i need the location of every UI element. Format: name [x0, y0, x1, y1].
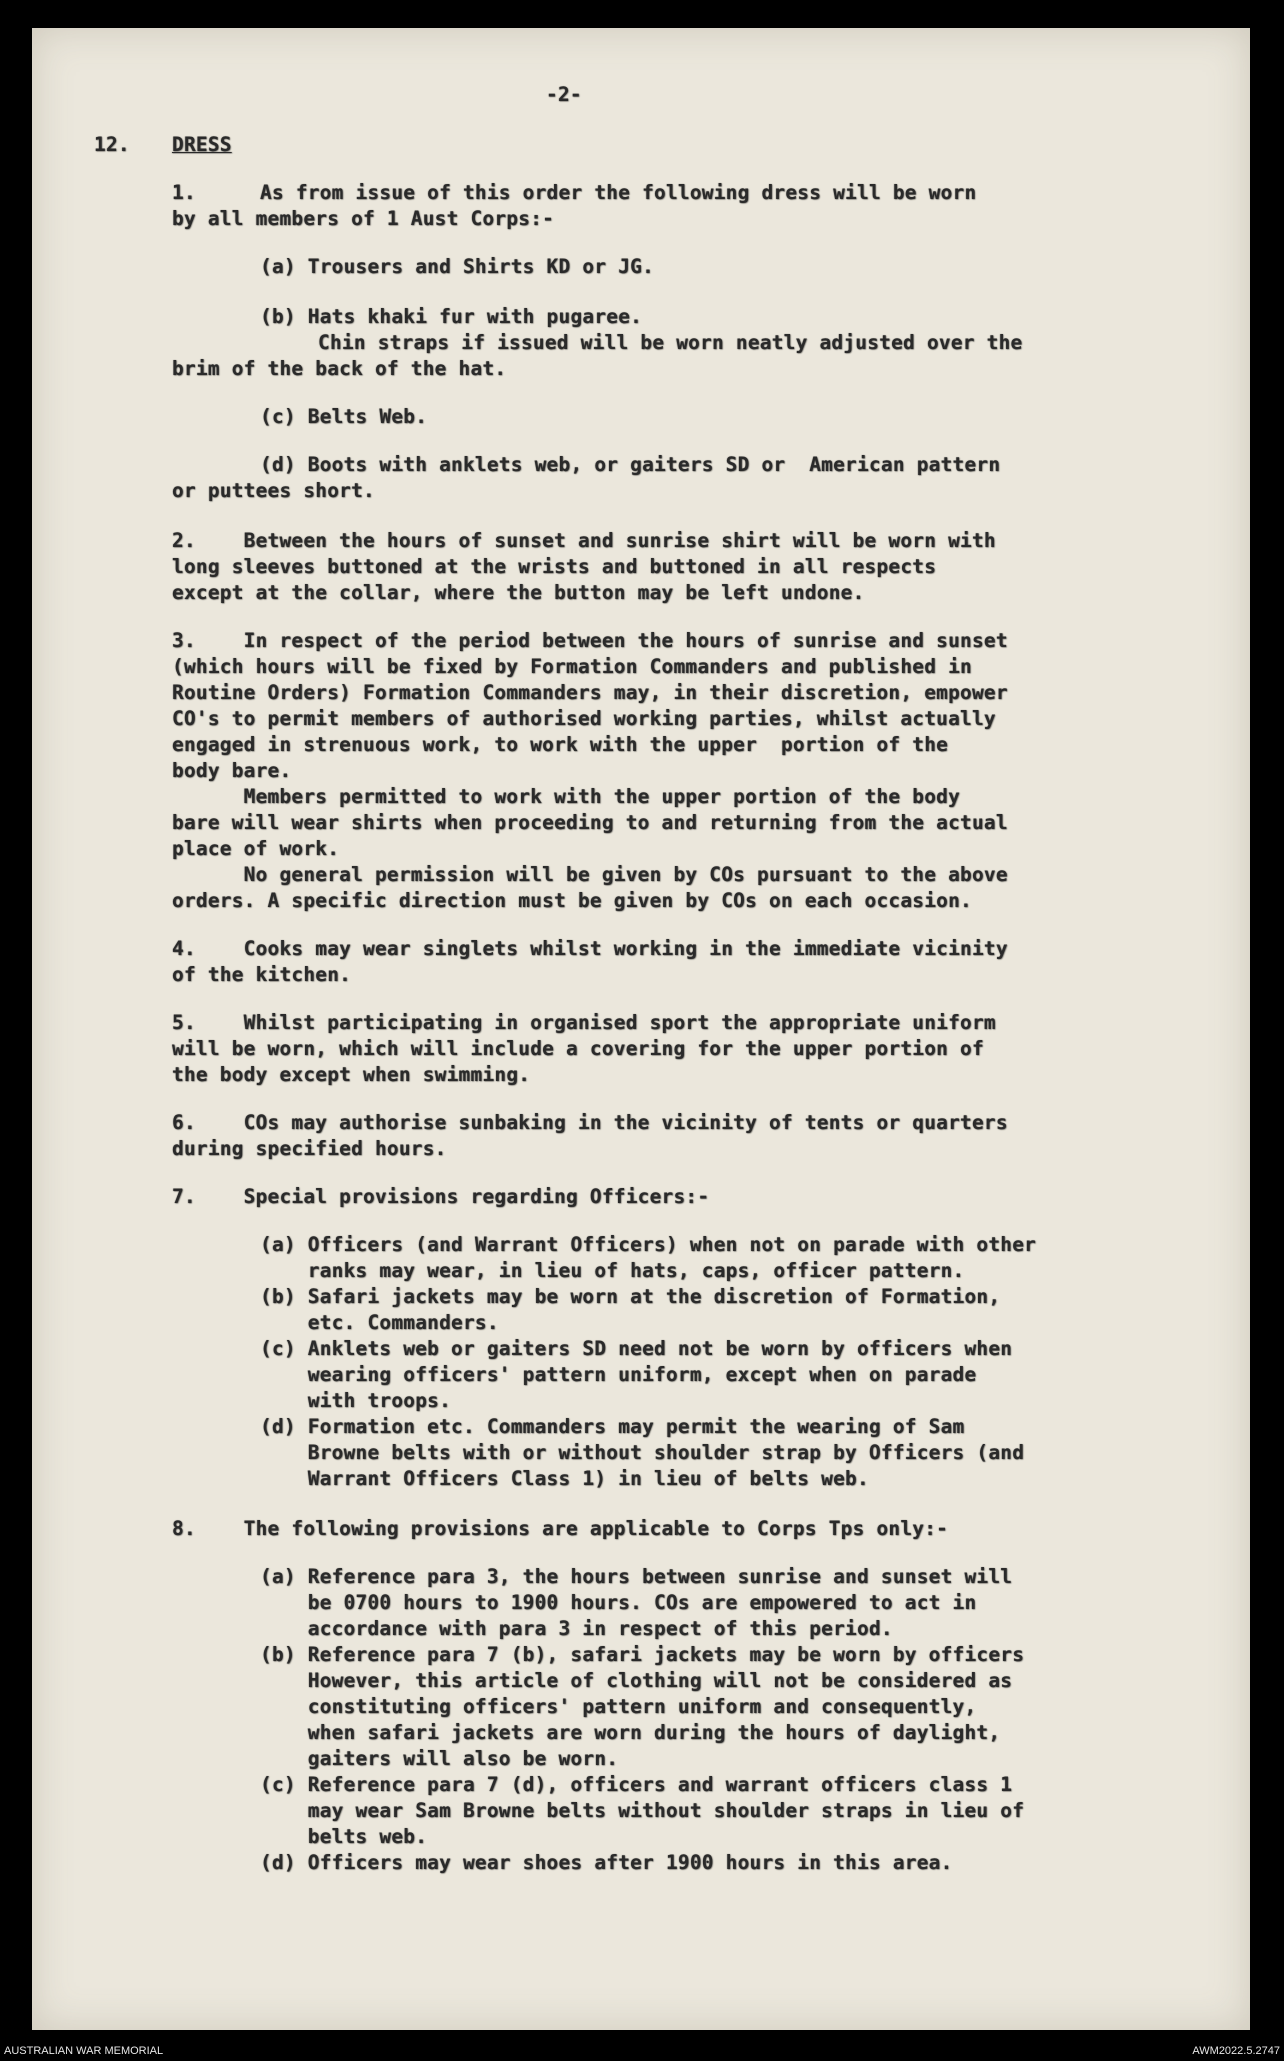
section-number: 12. — [94, 133, 130, 156]
para-3-line-11: orders. A specific direction must be given by COs on each occasion. — [172, 889, 972, 912]
para-8c-line-1: (c) Reference para 7 (d), officers and warrant officers class 1 — [260, 1773, 1013, 1796]
para-1a: (a) Trousers and Shirts KD or JG. — [260, 255, 655, 278]
para-1b-line-2: Chin straps if issued will be worn neatly adjusted over the — [318, 331, 1023, 354]
para-3-line-4: CO's to permit members of authorised working parties, whilst actually — [172, 707, 996, 730]
para-7b-line-2: etc. Commanders. — [260, 1311, 499, 1334]
para-8-line-1: 8. The following provisions are applicable to Corps Tps only:- — [172, 1517, 949, 1540]
para-8b-line-4: when safari jackets are worn during the hours of daylight, — [260, 1721, 1001, 1744]
footer-archive-reference: AWM2022.5.2747 — [1192, 2045, 1280, 2057]
para-3-line-3: Routine Orders) Formation Commanders may, in their discretion, empower — [172, 681, 1008, 704]
para-7b-line-1: (b) Safari jackets may be worn at the discretion of Formation, — [260, 1285, 1001, 1308]
para-5-line-3: the body except when swimming. — [172, 1063, 531, 1086]
para-6-line-1: 6. COs may authorise sunbaking in the vicinity of tents or quarters — [172, 1111, 1008, 1134]
para-5-line-1: 5. Whilst participating in organised sport the appropriate uniform — [172, 1011, 996, 1034]
para-3-line-1: 3. In respect of the period between the hours of sunrise and sunset — [172, 629, 1008, 652]
para-1b-line-3: brim of the back of the hat. — [172, 357, 507, 380]
para-2-line-1: 2. Between the hours of sunset and sunrise shirt will be worn with — [172, 529, 996, 552]
para-6-line-2: during specified hours. — [172, 1137, 447, 1160]
document-page — [32, 28, 1250, 2030]
para-8a-line-1: (a) Reference para 3, the hours between sunrise and sunset will — [260, 1565, 1013, 1588]
para-8a-line-2: be 0700 hours to 1900 hours. COs are empowered to act in — [260, 1591, 977, 1614]
para-8c-line-2: may wear Sam Browne belts without shoulder straps in lieu of — [260, 1799, 1025, 1822]
para-3-line-2: (which hours will be fixed by Formation Commanders and published in — [172, 655, 972, 678]
para-8c-line-3: belts web. — [260, 1825, 428, 1848]
para-3-line-8: bare will wear shirts when proceeding to and returning from the actual — [172, 811, 1008, 834]
para-1d-line-1: (d) Boots with anklets web, or gaiters SD or American pattern — [260, 453, 1001, 476]
para-7c-line-1: (c) Anklets web or gaiters SD need not be worn by officers when — [260, 1337, 1013, 1360]
para-7-line-1: 7. Special provisions regarding Officers:- — [172, 1185, 710, 1208]
section-title: DRESS — [172, 133, 232, 156]
para-2-line-2: long sleeves buttoned at the wrists and buttoned in all respects — [172, 555, 937, 578]
footer-archive-name: AUSTRALIAN WAR MEMORIAL — [4, 2045, 164, 2057]
para-7a-line-2: ranks may wear, in lieu of hats, caps, officer pattern. — [260, 1259, 965, 1282]
para-2-line-3: except at the collar, where the button may be left undone. — [172, 581, 865, 604]
para-7d-line-1: (d) Formation etc. Commanders may permit the wearing of Sam — [260, 1415, 965, 1438]
para-3-line-9: place of work. — [172, 837, 340, 860]
para-8d-line-1: (d) Officers may wear shoes after 1900 hours in this area. — [260, 1851, 953, 1874]
para-1b-line-1: (b) Hats khaki fur with pugaree. — [260, 305, 643, 328]
para-8b-line-1: (b) Reference para 7 (b), safari jackets may be worn by officers — [260, 1643, 1025, 1666]
para-3-line-7: Members permitted to work with the upper portion of the body — [172, 785, 961, 808]
para-3-line-6: body bare. — [172, 759, 292, 782]
para-1-line-2: by all members of 1 Aust Corps:- — [172, 207, 555, 230]
para-7d-line-2: Browne belts with or without shoulder strap by Officers (and — [260, 1441, 1025, 1464]
page-number: -2- — [546, 83, 582, 106]
para-3-line-5: engaged in strenuous work, to work with the upper portion of the — [172, 733, 949, 756]
para-8a-line-3: accordance with para 3 in respect of this period. — [260, 1617, 893, 1640]
para-4-line-1: 4. Cooks may wear singlets whilst working in the immediate vicinity — [172, 937, 1008, 960]
para-8b-line-5: gaiters will also be worn. — [260, 1747, 619, 1770]
para-7c-line-3: with troops. — [260, 1389, 452, 1412]
para-7d-line-3: Warrant Officers Class 1) in lieu of belts web. — [260, 1467, 869, 1490]
para-5-line-2: will be worn, which will include a covering for the upper portion of — [172, 1037, 984, 1060]
para-1-number: 1. — [172, 181, 196, 204]
para-4-line-2: of the kitchen. — [172, 963, 352, 986]
para-1-line-1: As from issue of this order the following dress will be worn — [260, 181, 977, 204]
para-1d-line-2: or puttees short. — [172, 479, 375, 502]
para-7c-line-2: wearing officers' pattern uniform, except when on parade — [260, 1363, 977, 1386]
para-3-line-10: No general permission will be given by COs pursuant to the above — [172, 863, 1008, 886]
para-7a-line-1: (a) Officers (and Warrant Officers) when not on parade with other — [260, 1233, 1037, 1256]
para-8b-line-2: However, this article of clothing will not be considered as — [260, 1669, 1013, 1692]
para-8b-line-3: constituting officers' pattern uniform and consequently, — [260, 1695, 977, 1718]
para-1c: (c) Belts Web. — [260, 405, 428, 428]
